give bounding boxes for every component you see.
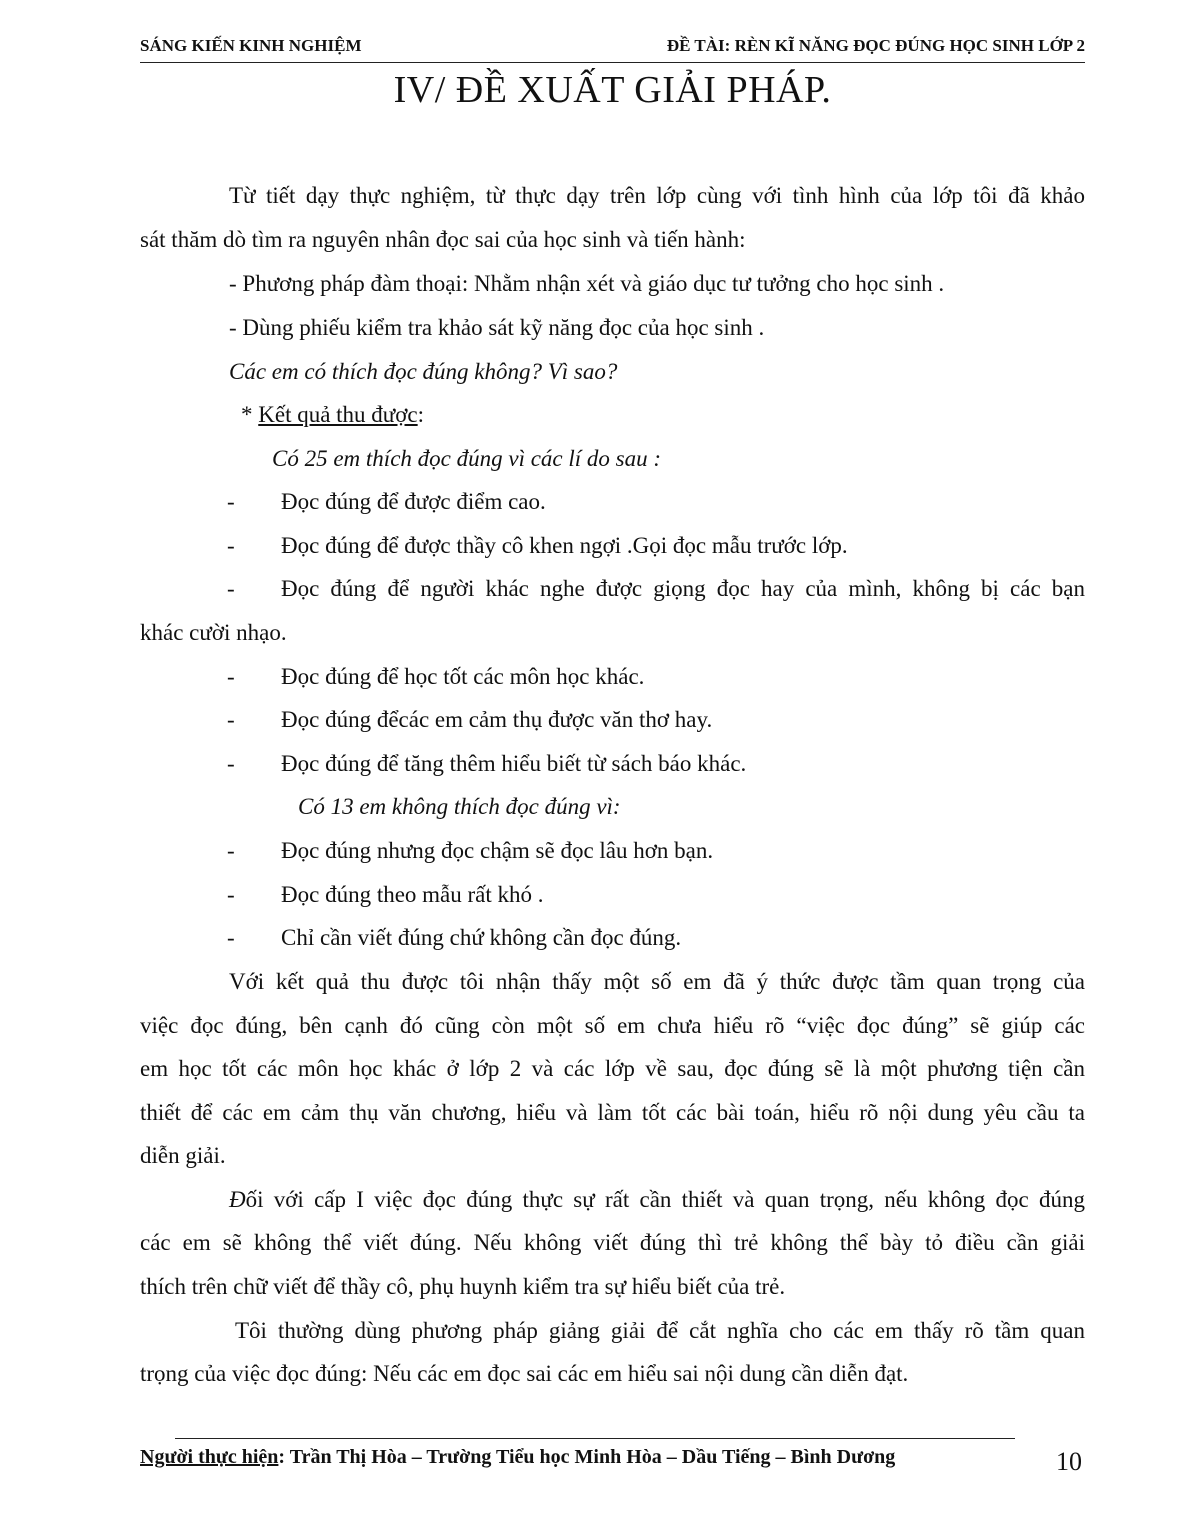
like-reason: Đọc đúng để học tốt các môn học khác. [281, 664, 645, 689]
like-reason: Đọc đúng để người khác nghe được giọng đọc hay của mình, không bị các bạn [281, 576, 1085, 601]
dislike-reason: Chỉ cần viết đúng chứ không cần đọc đúng. [281, 925, 682, 950]
footer-divider [175, 1438, 1015, 1439]
bullet-dash: - [227, 533, 235, 558]
like-intro: Có 25 em thích đọc đúng vì các lí do sau : [272, 446, 662, 471]
paragraph-1-line: diễn giải. [140, 1143, 226, 1168]
dislike-reason: Đọc đúng nhưng đọc chậm sẽ đọc lâu hơn bạn. [281, 838, 714, 863]
result-heading: * Kết quả thu được: [241, 402, 425, 427]
like-reason: Đọc đúng đểcác em cảm thụ được văn thơ hay. [281, 707, 713, 732]
bullet-dash: - [227, 882, 235, 907]
footer-label: Người thực hiện [140, 1446, 279, 1468]
paragraph-2-line: Đ ối với cấp I việc đọc đúng thực sự rất cần thiết và quan trọng, nếu không đọc đúng [229, 1185, 1085, 1215]
like-reason-continued: khác cười nhạo. [140, 620, 287, 645]
like-reason: Đọc đúng để được điểm cao. [281, 489, 546, 514]
paragraph-3-line: trọng của việc đọc đúng: Nếu các em đọc sai các em hiểu sai nội dung cần diễn đạt. [140, 1361, 909, 1386]
paragraph-1-line: thiết để các em cảm thụ văn chương, hiểu và làm tốt các bài toán, hiểu rõ nội dung yêu cầu ta [140, 1100, 1085, 1125]
bullet-dash: - [227, 664, 235, 689]
paragraph-2-line: thích trên chữ viết để thầy cô, phụ huynh kiểm tra sự hiểu biết của trẻ. [140, 1274, 786, 1299]
bullet-dash: - [227, 751, 235, 776]
like-reason: Đọc đúng để tăng thêm hiểu biết từ sách báo khác. [281, 751, 747, 776]
intro-line-2: sát thăm dò tìm ra nguyên nhân đọc sai của học sinh và tiến hành: [140, 227, 746, 252]
survey-question: Các em có thích đọc đúng không? Vì sao? [229, 359, 618, 384]
page-footer [140, 1446, 895, 1469]
dislike-intro: Có 13 em không thích đọc đúng vì: [298, 794, 621, 819]
paragraph-1-line: em học tốt các môn học khác ở lớp 2 và các lớp về sau, đọc đúng sẽ là một phương tiện cần [140, 1056, 1085, 1081]
page-number: 10 [1056, 1447, 1082, 1476]
result-label: Kết quả thu được [258, 402, 418, 427]
header-left: SÁNG KIẾN KINH NGHIỆM [140, 36, 362, 55]
section-title: IV/ ĐỀ XUẤT GIẢI PHÁP. [393, 69, 832, 111]
method-item: - Phương pháp đàm thoại: Nhằm nhận xét và giáo dục tư tưởng cho học sinh . [229, 271, 945, 296]
paragraph-2-line: các em sẽ không thể viết đúng. Nếu không viết đúng thì trẻ không thể bày tỏ điều cần giải [140, 1230, 1085, 1255]
bullet-dash: - [227, 838, 235, 863]
page-header [140, 34, 1085, 63]
paragraph-1-line: việc đọc đúng, bên cạnh đó cũng còn một số em chưa hiểu rõ “việc đọc đúng” sẽ giúp các [140, 1013, 1085, 1038]
footer-text: : Trần Thị Hòa – Trường Tiểu học Minh Hòa – Dầu Tiếng – Bình Dương [278, 1446, 896, 1468]
paragraph-3-line: Tôi thường dùng phương pháp giảng giải để cắt nghĩa cho các em thấy rõ tầm quan [235, 1318, 1085, 1343]
paragraph-1-line: Với kết quả thu được tôi nhận thấy một số em đã ý thức được tầm quan trọng của [229, 969, 1085, 994]
dislike-reason: Đọc đúng theo mẫu rất khó . [281, 882, 544, 907]
like-reason: Đọc đúng để được thầy cô khen ngợi .Gọi đọc mẫu trước lớp. [281, 533, 848, 558]
bullet-dash: - [227, 707, 235, 732]
paragraph-2-first-letter: Đ [229, 1187, 246, 1212]
intro-line-1: Từ tiết dạy thực nghiệm, từ thực dạy trên lớp cùng với tình hình của lớp tôi đã khảo [229, 183, 1085, 208]
bullet-dash: - [227, 925, 235, 950]
method-item: - Dùng phiếu kiểm tra khảo sát kỹ năng đọc của học sinh . [229, 315, 765, 340]
bullet-dash: - [227, 576, 235, 601]
header-right: ĐỀ TÀI: RÈN KĨ NĂNG ĐỌC ĐÚNG HỌC SINH LỚP 2 [666, 36, 1085, 55]
bullet-dash: - [227, 489, 235, 514]
